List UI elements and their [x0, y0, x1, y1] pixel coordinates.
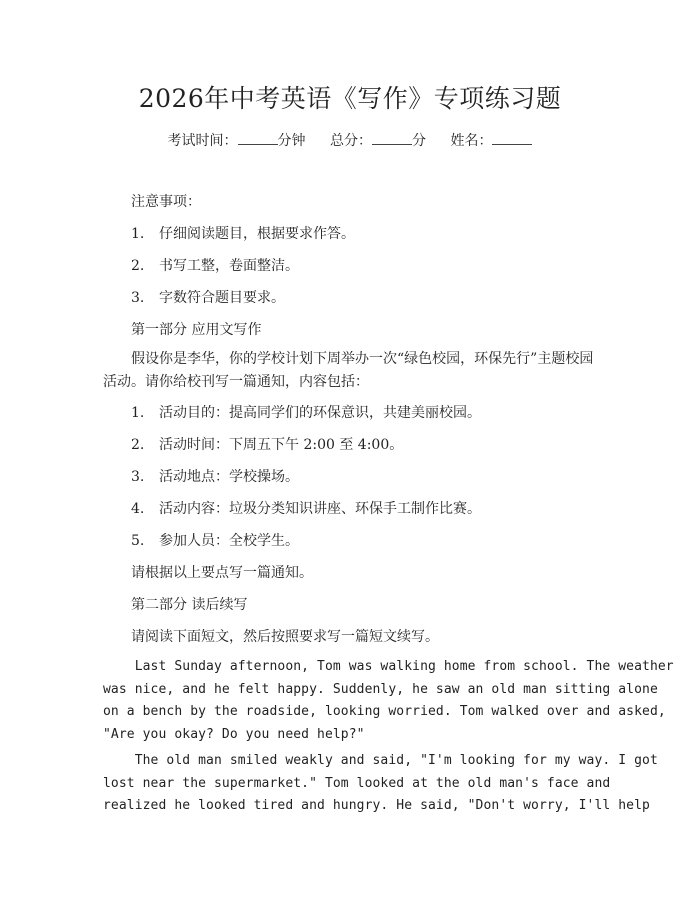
part2-heading: 第二部分 读后续写	[131, 597, 248, 613]
requirement-number: 4.	[131, 501, 145, 517]
notice-item	[131, 225, 355, 243]
total-score-unit: 分	[412, 133, 426, 149]
part1-intro-line-2: 活动。请你给校刊写一篇通知，内容包括：	[103, 374, 369, 390]
exam-time-blank[interactable]	[238, 132, 278, 145]
name-label: 姓名：	[450, 133, 493, 149]
notice-item-text: 字数符合题目要求。	[159, 290, 285, 306]
part2-instruction: 请阅读下面短文，然后按照要求写一篇短文续写。	[131, 629, 439, 645]
story-line: The old man smiled weakly and said, "I'm looking for my way. I got	[103, 753, 658, 768]
notice-item-number: 2.	[131, 258, 145, 274]
story-line: Last Sunday afternoon, Tom was walking home from school. The weather	[103, 659, 674, 674]
total-score-field	[330, 133, 430, 149]
requirement-number: 1.	[131, 405, 145, 421]
requirement-text: 活动地点：学校操场。	[159, 469, 299, 485]
notice-item-number: 1.	[131, 226, 145, 242]
requirement-text: 活动时间：下周五下午 2:00 至 4:00。	[159, 437, 404, 453]
notice-item	[131, 289, 285, 307]
story-line: was nice, and he felt happy. Suddenly, he saw an old man sitting alone	[103, 681, 658, 697]
total-score-label: 总分：	[330, 133, 372, 149]
story-paragraph-1	[103, 656, 674, 746]
page-title: 2026年中考英语《写作》专项练习题	[138, 84, 562, 113]
notice-item-number: 3.	[131, 290, 145, 306]
name-blank[interactable]	[492, 132, 532, 145]
exam-time-unit: 分钟	[277, 133, 306, 149]
requirement-text: 参加人员：全校学生。	[159, 533, 299, 549]
requirement-number: 5.	[131, 533, 145, 549]
notice-heading: 注意事项：	[131, 194, 201, 210]
total-score-blank[interactable]	[372, 132, 412, 145]
requirement-text: 活动内容：垃圾分类知识讲座、环保手工制作比赛。	[159, 501, 481, 517]
requirement-text: 活动目的：提高同学们的环保意识，共建美丽校园。	[159, 405, 481, 421]
exam-info-line	[0, 132, 700, 150]
notice-item-text: 仔细阅读题目，根据要求作答。	[159, 226, 355, 242]
story-line: realized he looked tired and hungry. He said, "Don't worry, I'll help	[103, 798, 650, 813]
exam-time-field	[168, 133, 310, 149]
notice-item	[131, 257, 299, 275]
part1-intro-line-1: 假设你是李华，你的学校计划下周举办一次“绿色校园，环保先行”主题校园	[131, 351, 594, 367]
notice-item-text: 书写工整，卷面整洁。	[159, 258, 299, 274]
story-paragraph-2	[103, 750, 658, 818]
name-field	[450, 133, 532, 149]
requirement-item	[131, 500, 481, 518]
requirement-number: 2.	[131, 437, 145, 453]
part1-closing: 请根据以上要点写一篇通知。	[131, 565, 313, 581]
requirement-item	[131, 436, 403, 454]
requirement-number: 3.	[131, 469, 145, 485]
story-line: lost near the supermarket." Tom looked at the old man's face and	[103, 775, 611, 791]
story-line: "Are you okay? Do you need help?"	[103, 726, 365, 742]
requirement-item	[131, 532, 299, 550]
requirement-item	[131, 404, 481, 422]
exam-time-label: 考试时间：	[167, 133, 238, 149]
part1-heading: 第一部分 应用文写作	[131, 322, 262, 338]
requirement-item	[131, 468, 299, 486]
story-line: on a bench by the roadside, looking worried. Tom walked over and asked,	[103, 704, 666, 719]
